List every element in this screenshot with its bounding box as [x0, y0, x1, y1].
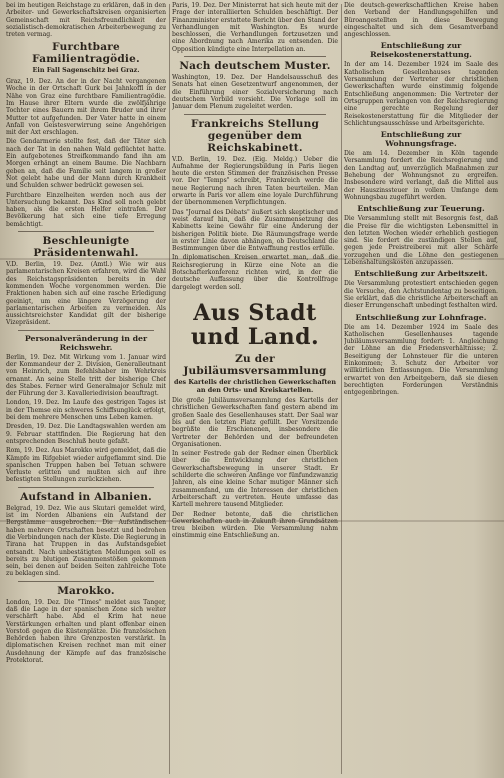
- article-text: Rom, 19. Dez. Aus Marokko wird gemeldet, daß die Kämpfe im Rifgebiet wieder aufgeflammt sind. Die spanischen Truppen haben bei Tetuan schwere Verluste erlitten und mußten sich auf ihre befestigten Stellungen zurückziehen.: [6, 447, 166, 484]
- article-text: V.D. Berlin, 19. Dez. (Amtl.) Wie wir aus parlamentarischen Kreisen erfahren, wird die Wahl des Reichstagspräsidenten bereits in der kommenden Woche vorgenommen werden. Die Fraktionen haben sich auf eine rasche Erledigung geeinigt, um eine längere Verzögerung der parlamentarischen Arbeiten zu vermeiden. Als aussichtsreichster Kandidat gilt der bisherige Vizepräsident.: [6, 261, 166, 327]
- article-text: Die Versammlung protestiert entschieden gegen die Versuche, den Achtstundentag zu beseitigen. Sie erklärt, daß die christliche Arbeiterschaft an dieser Errungenschaft unbedingt festhalten wird.: [344, 280, 498, 310]
- headline: Beschleunigte Präsidentenwahl.: [33, 235, 139, 260]
- divider: [18, 231, 154, 232]
- subheadline: des Kartells der christlichen Gewerkschaften an den Orts- und Kreiskartellen.: [173, 377, 337, 394]
- headline: Entschließung zur Teuerung.: [357, 204, 485, 214]
- article-text: Das "Journal des Débats" äußert sich skeptischer und weist darauf hin, daß die Zusammensetzung des Kabinetts keine Gewähr für eine Änderung der bisherigen Politik biete. Die Räumungsfrage werde in erster Linie davon abhängen, ob Deutschland die Bestimmungen über die Entwaffnung restlos erfülle.: [172, 208, 338, 253]
- headline: Frankreichs Stellung gegenüber dem Reichskabinett.: [190, 117, 319, 154]
- article-text: Der Redner betonte, daß die christlichen Gewerkschaften auch in Zukunft ihren Grundsätzen treu bleiben würden. Die Versammlung nahm einstimmig eine Entschließung an.: [172, 510, 338, 540]
- article-text: Die Versammlung stellt mit Besorgnis fest, daß die Preise für die wichtigsten Lebensmittel in den letzten Wochen wieder erheblich gestiegen sind. Sie fordert die zuständigen Stellen auf, gegen jede Preistreiberei mit aller Schärfe vorzugehen und die Löhne den gestiegenen Lebenshaltungskosten anzupassen.: [344, 215, 498, 267]
- article-text: Die große Jubiläumsversammlung des Kartells der christlichen Gewerkschaften fand gestern abend im großen Saale des Gesellenhauses statt. Der Saal war bis auf den letzten Platz gefüllt. Der Vorsitzende begrüßte die Erschienenen, insbesondere die Vertreter der Behörden und der befreundeten Organisationen.: [172, 397, 338, 448]
- divider: [184, 56, 326, 57]
- article-text: Washington, 19. Dez. Der Handelsausschuß des Senats hat einen Gesetzentwurf angenommen, der die Einführung einer Sozialversicherung nach deutschem Vorbild vorsieht. Die Vorlage soll im Januar dem Plenum zugeleitet werden.: [172, 74, 338, 111]
- column-middle: [172, 2, 338, 776]
- divider: [18, 581, 154, 582]
- article-text: In diplomatischen Kreisen erwartet man, daß die Reichsregierung in Kürze eine Note an die Botschafterkonferenz richten wird, in der die deutsche Auffassung über die Kontrollfrage dargelegt werden soll.: [172, 254, 338, 291]
- article-text: Die am 14. Dezember in Köln tagende Versammlung fordert die Reichsregierung und den Landtag auf, unverzüglich Maßnahmen zur Behebung der Wohnungsnot zu ergreifen. Insbesondere wird verlangt, daß die Mittel aus der Hauszinssteuer in vollem Umfange dem Wohnungsbau zugeführt werden.: [344, 150, 498, 201]
- headline: Marokko.: [57, 584, 115, 597]
- article-text: Furchtbare Einzelheiten werden noch aus der Untersuchung bekannt. Das Kind soll noch gelebt haben, als die ersten Helfer eintrafen. Der Bevölkerung hat sich eine tiefe Erregung bemächtigt.: [6, 191, 166, 228]
- divider: [18, 330, 154, 331]
- headline: Furchtbare Familientragödie.: [32, 41, 140, 66]
- headline: Entschließung zur Lohnfrage.: [355, 312, 487, 322]
- headline: Personalveränderung in der Reichswehr.: [24, 333, 148, 352]
- article-text: In der am 14. Dezember 1924 im Saale des Katholischen Gesellenhauses tagenden Versammlung der Vertreter der christlichen Gewerkschaften wurde einstimmig folgende Entschließung angenommen: Die Vertreter der Ortsgruppen verlangen von der Reichsregierung eine gerechte Regelung der Reisekostenerstattung für die Mitglieder der Schlichtungsausschüsse und Arbeitsgerichte.: [344, 61, 498, 127]
- article-text: Die deutsch-gewerkschaftlichen Kreise haben den Verband der Handlungsgehilfen und Büroangestellten in diese Bewegung eingeschaltet und sich dem Gesamtverband angeschlossen.: [344, 2, 498, 39]
- article-text: V.D. Berlin, 19. Dez. (Eig. Meldg.) Ueber die Aufnahme der Regierungsbildung in Paris liegen heute die ersten Stimmen der französischen Presse vor. Der "Temps" schreibt, Frankreich werde die neue Regierung nach ihren Taten beurteilen. Man erwarte in Paris vor allem eine loyale Durchführung der übernommenen Verpflichtungen.: [172, 155, 338, 207]
- headline: Entschließung zur Wohnungsfrage.: [380, 130, 462, 149]
- article-text: Die am 14. Dezember 1924 im Saale des Katholischen Gesellenhauses tagende Jubiläumsversammlung fordert: 1. Angleichung der Löhne an die Friedensverhältnisse; 2. Beseitigung der Lohnsteuer für die unteren Einkommen; 3. Schutz der Arbeiter vor willkürlichen Entlassungen. Die Versammlung erwartet von den Arbeitgebern, daß sie diesen berechtigten Forderungen Verständnis entgegenbringen.: [344, 323, 498, 397]
- article-text: Die Gendarmerie stellte fest, daß der Täter sich nach der Tat in den nahen Wald geflüchtet hatte. Ein aufgebotenes Streifkommando fand ihn am Morgen erhängt an einem Baume. Die Nachbarn geben an, daß die Familie seit langem in großer Not gelebt habe und der Mann durch Krankheit und Schulden schwer bedrückt gewesen sei.: [6, 138, 166, 190]
- divider: [18, 487, 154, 488]
- article-text: Dresden, 19. Dez. Die Landtagswahlen werden am 9. Februar stattfinden. Die Regierung hat den entsprechenden Beschluß heute gefaßt.: [6, 423, 166, 445]
- column-rule: [341, 4, 342, 774]
- article-text: Belgrad, 19. Dez. Wie aus Skutari gemeldet wird, ist im Norden Albaniens ein Aufstand der Bergstämme ausgebrochen. Die Aufständischen haben mehrere Ortschaften besetzt und bedrohen die Verbindungen nach der Küste. Die Regierung in Tirana hat Truppen in das Aufstandsgebiet entsandt. Nach unbestätigten Meldungen soll es bereits zu blutigen Zusammenstößen gekommen sein, bei denen auf beiden Seiten zahlreiche Tote zu beklagen sind.: [6, 504, 166, 578]
- column-rule: [169, 4, 170, 774]
- article-text: bei im heutigen Reichstage zu erklären, daß in den Arbeiter- und Gewerkschaftskreisen organisierten Gemeinschaft mit Reichsfreundlichkeit der sozialistisch-demokratischen Arbeiterbewegung zu treten vermag.: [6, 2, 166, 39]
- headline: Entschließung zur Reisekostenerstattung.: [370, 41, 472, 60]
- article-text: Paris, 19. Dez. Der Ministerrat hat sich heute mit der Frage der interalliierten Schulden beschäftigt. Der Finanzminister erstattete Bericht über den Stand der Verhandlungen mit Washington. Es wurde beschlossen, die Verhandlungen fortzusetzen und eine Abordnung nach Amerika zu entsenden. Die Opposition kündigte eine Interpellation an.: [172, 2, 338, 53]
- section-title: Aus Stadt und Land.: [190, 299, 320, 350]
- article-text: In seiner Festrede gab der Redner einen Überblick über die Entwicklung der christlichen Gewerkschaftsbewegung in unserer Stadt. Er schilderte die schweren Anfänge vor fünfundzwanzig Jahren, als eine kleine Schar mutiger Männer sich zusammenfand, um die Interessen der christlichen Arbeiterschaft zu vertreten. Heute umfasse das Kartell mehrere tausend Mitglieder.: [172, 450, 338, 509]
- column-left: [6, 2, 166, 776]
- column-right: [344, 2, 498, 776]
- article-text: London, 19. Dez. Die "Times" meldet aus Tanger, daß die Lage in der spanischen Zone sich weiter verschärft habe. Abd el Krim hat neue Verstärkungen erhalten und plant offenbar einen Vorstoß gegen die Küstenplätze. Die französischen Behörden haben ihre Grenzposten verstärkt. In diplomatischen Kreisen rechnet man mit einer Ausdehnung der Kämpfe auf das französische Protektorat.: [6, 598, 166, 665]
- article-text: London, 19. Dez. Im Laufe des gestrigen Tages ist in der Themse ein schweres Schiffsunglück erfolgt, bei dem mehrere Menschen ums Leben kamen.: [6, 399, 166, 422]
- headline: Zu der Jubiläumsversammlung: [183, 352, 327, 377]
- headline: Aufstand in Albanien.: [20, 490, 152, 503]
- subheadline: Ein Fall Sagenschitz bei Graz.: [32, 66, 140, 75]
- article-text: Berlin, 19. Dez. Mit Wirkung vom 1. Januar wird der Kommandeur der 2. Division, Generalleutnant von Heinrich, zum Befehlshaber im Wehrkreis ernannt. An seine Stelle tritt der bisherige Chef des Stabes. Ferner wird Generalmajor Schulz mit der Führung der 3. Kavalleriedivision beauftragt.: [6, 353, 166, 398]
- headline: Entschließung zur Arbeitszeit.: [354, 269, 488, 279]
- headline: Nach deutschem Muster.: [179, 60, 331, 73]
- divider: [184, 114, 326, 115]
- article-text: Graz, 19. Dez. An der in der Nacht vergangenen Woche in der Ortschaft Gurk bei Jahnkoffl in der Nähe von Graz eine furchtbare Familientragödie. Im Hause ihrer Eltern wurde die zwölfjährige Tochter eines Bauern mit ihrem Bruder und ihrer Mutter tot aufgefunden. Der Vater hatte in einem Anfall von Geistesverwirrung seine Angehörigen mit der Axt erschlagen.: [6, 78, 166, 137]
